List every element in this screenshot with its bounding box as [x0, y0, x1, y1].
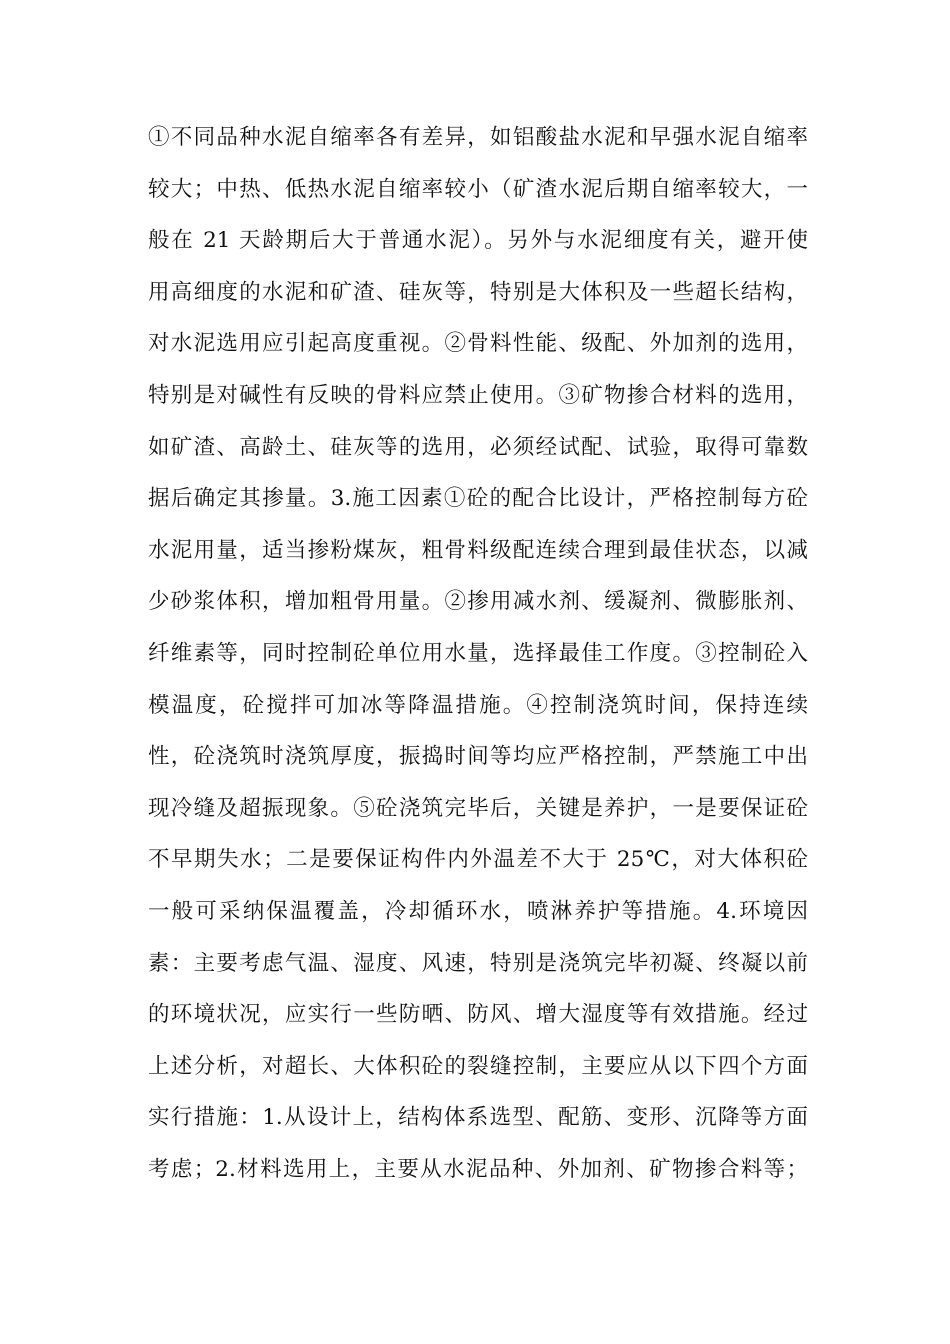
text-line: 的环境状况，应实行一些防晒、防风、增大湿度等有效措施。经过	[148, 1002, 808, 1028]
text-line: 特别是对碱性有反映的骨料应禁止使用。③矿物掺合材料的选用，	[148, 382, 808, 408]
text-line: 上述分析，对超长、大体积砼的裂缝控制，主要应从以下四个方面	[148, 1053, 808, 1079]
text-line: 性，砼浇筑时浇筑厚度，振捣时间等均应严格控制，严禁施工中出	[148, 744, 808, 770]
text-line: 实行措施：1.从设计上，结构体系选型、配筋、变形、沉降等方面	[148, 1105, 808, 1131]
text-line: 对水泥选用应引起高度重视。②骨料性能、级配、外加剂的选用，	[148, 331, 808, 357]
text-line: 据后确定其掺量。3.施工因素①砼的配合比设计，严格控制每方砼	[148, 486, 808, 512]
text-line: 较大；中热、低热水泥自缩率较小（矿渣水泥后期自缩率较大，一	[148, 176, 808, 202]
text-line: 模温度，砼搅拌可加冰等降温措施。④控制浇筑时间，保持连续	[148, 692, 808, 718]
text-line: 一般可采纳保温覆盖，冷却循环水，喷淋养护等措施。4.环境因	[148, 898, 808, 924]
text-line: 用高细度的水泥和矿渣、硅灰等，特别是大体积及一些超长结构，	[148, 279, 808, 305]
text-line: 不早期失水；二是要保证构件内外温差不大于 25℃，对大体积砼	[148, 847, 808, 873]
text-line: 水泥用量，适当掺粉煤灰，粗骨料级配连续合理到最佳状态，以减	[148, 537, 808, 563]
body-paragraph	[148, 112, 808, 1195]
text-line: 少砂浆体积，增加粗骨用量。②掺用减水剂、缓凝剂、微膨胀剂、	[148, 589, 808, 615]
text-line: 纤维素等，同时控制砼单位用水量，选择最佳工作度。③控制砼入	[148, 640, 808, 666]
text-line: 现冷缝及超振现象。⑤砼浇筑完毕后，关键是养护，一是要保证砼	[148, 795, 808, 821]
text-line: 般在 21 天龄期后大于普通水泥）。另外与水泥细度有关，避开使	[148, 228, 808, 254]
text-line: 考虑；2.材料选用上，主要从水泥品种、外加剂、矿物掺合料等；	[148, 1156, 808, 1182]
text-line: 素：主要考虑气温、湿度、风速，特别是浇筑完毕初凝、终凝以前	[148, 950, 808, 976]
text-line: 如矿渣、高龄土、硅灰等的选用，必须经试配、试验，取得可靠数	[148, 434, 808, 460]
text-line: ①不同品种水泥自缩率各有差异，如铝酸盐水泥和早强水泥自缩率	[148, 125, 808, 150]
